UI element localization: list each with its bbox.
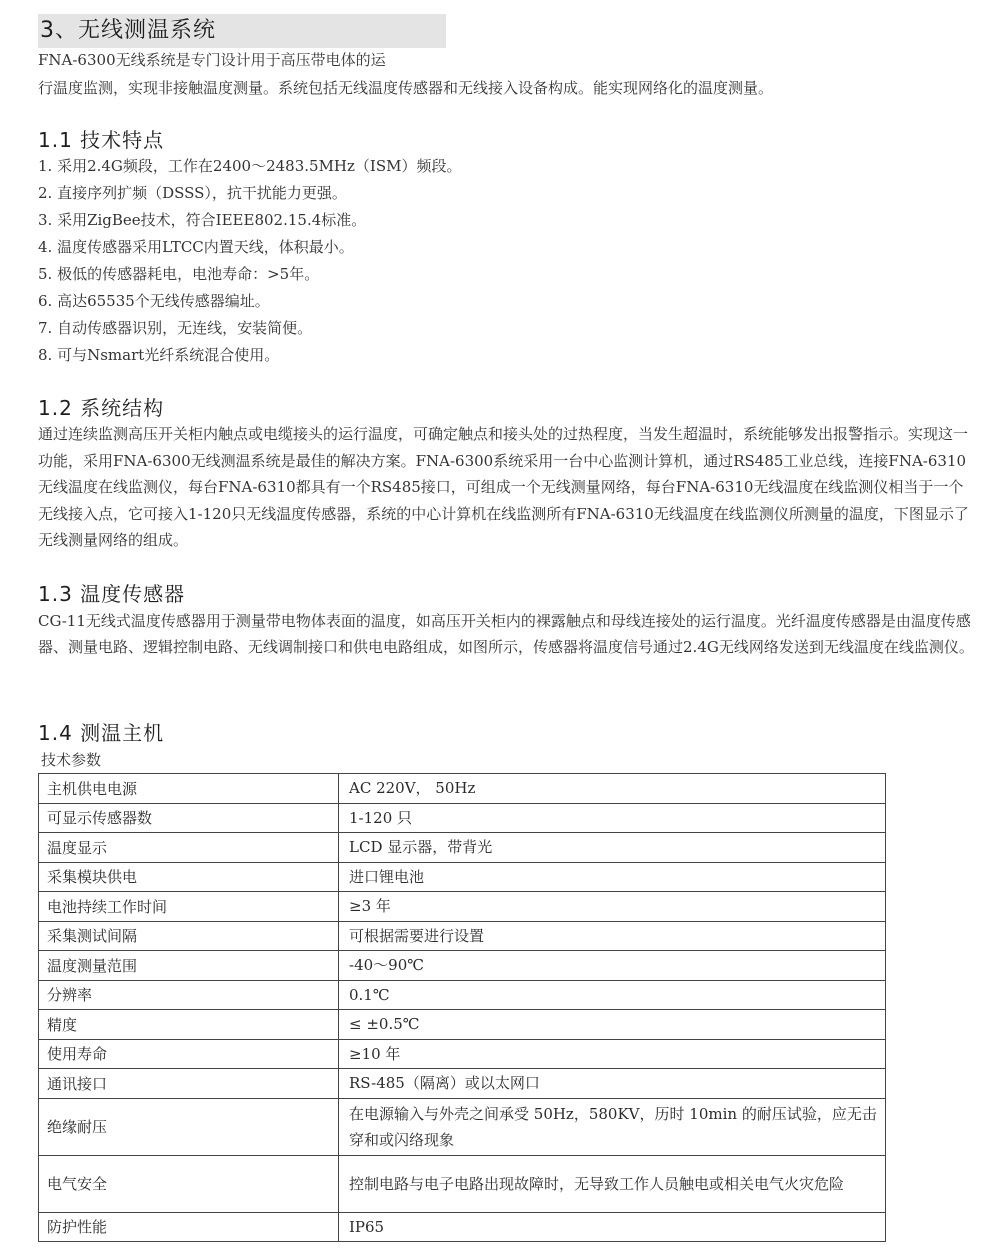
structure-paragraph: 通过连续监测高压开关柜内触点或电缆接头的运行温度，可确定触点和接头处的过热程度，当发生超温时，系统能够发出报警指示。实现这一功能，采用FNA-6300无线测温系统是最佳的解决方案。FNA-6300系统采用一台中心监测计算机，通过RS485工业总线，连接FNA-6310无线温度在线监测仪，每台FNA-6310都具有一个RS485接口，可组成一个无线测量网络，每台FNA-6310无线温度在线监测仪相当于一个无线接入点，它可接入1-120只无线温度传感器，系统的中心计算机在线监测所有FNA-6310无线温度在线监测仪所测量的温度，下图显示了无线测量网络的组成。 xyxy=(38,425,969,549)
param-value: 1-120 只 xyxy=(339,803,886,833)
table-row xyxy=(39,774,886,804)
intro-line-2: 行温度监测，实现非接触温度测量。系统包括无线温度传感器和无线接入设备构成。能实现网络化的温度测量。 xyxy=(38,79,774,97)
param-value: ≥3 年 xyxy=(339,892,886,922)
feature-item: 4. 温度传感器采用LTCC内置天线，体积最小。 xyxy=(38,238,354,256)
table-row xyxy=(39,1155,886,1212)
param-value: 可根据需要进行设置 xyxy=(339,921,886,951)
table-row xyxy=(39,1098,886,1155)
param-value: ≤ ±0.5℃ xyxy=(339,1010,886,1040)
param-name: 采集测试间隔 xyxy=(39,921,339,951)
table-row xyxy=(39,980,886,1010)
param-value: IP65 xyxy=(339,1212,886,1242)
feature-item: 6. 高达65535个无线传感器编址。 xyxy=(38,292,270,310)
feature-item: 8. 可与Nsmart光纤系统混合使用。 xyxy=(38,346,280,364)
param-value: AC 220V， 50Hz xyxy=(339,774,886,804)
features-heading: 1.1 技术特点 xyxy=(38,128,165,152)
feature-item: 2. 直接序列扩频（DSSS），抗干扰能力更强。 xyxy=(38,184,347,202)
param-value: 进口锂电池 xyxy=(339,862,886,892)
param-name: 电池持续工作时间 xyxy=(39,892,339,922)
param-name: 温度显示 xyxy=(39,833,339,863)
table-row xyxy=(39,921,886,951)
table-row xyxy=(39,1069,886,1099)
param-name: 主机供电电源 xyxy=(39,774,339,804)
param-name: 使用寿命 xyxy=(39,1039,339,1069)
table-row xyxy=(39,1212,886,1242)
host-heading: 1.4 测温主机 xyxy=(38,721,165,745)
param-name: 精度 xyxy=(39,1010,339,1040)
table-row xyxy=(39,803,886,833)
features-list xyxy=(38,153,461,369)
parameters-table xyxy=(38,773,886,1242)
section-title: 3、无线测温系统 xyxy=(38,14,446,48)
param-value: ≥10 年 xyxy=(339,1039,886,1069)
feature-item: 5. 极低的传感器耗电，电池寿命：>5年。 xyxy=(38,265,320,283)
param-value: 控制电路与电子电路出现故障时，无导致工作人员触电或相关电气火灾危险 xyxy=(339,1155,886,1212)
param-name: 采集模块供电 xyxy=(39,862,339,892)
feature-item: 7. 自动传感器识别，无连线，安装简便。 xyxy=(38,319,313,337)
param-name: 可显示传感器数 xyxy=(39,803,339,833)
param-name: 绝缘耐压 xyxy=(39,1098,339,1155)
table-row xyxy=(39,892,886,922)
table-row xyxy=(39,833,886,863)
param-value: 在电源输入与外壳之间承受 50Hz，580KV，历时 10min 的耐压试验，应无击穿和或闪络现象 xyxy=(339,1098,886,1155)
sensor-heading: 1.3 温度传感器 xyxy=(38,582,186,606)
table-row xyxy=(39,1010,886,1040)
param-name: 温度测量范围 xyxy=(39,951,339,981)
param-value: LCD 显示器，带背光 xyxy=(339,833,886,863)
table-row xyxy=(39,862,886,892)
feature-item: 1. 采用2.4G频段，工作在2400～2483.5MHz（ISM）频段。 xyxy=(38,157,462,175)
param-value: 0.1℃ xyxy=(339,980,886,1010)
table-caption: 技术参数 xyxy=(41,751,102,769)
param-name: 通讯接口 xyxy=(39,1069,339,1099)
param-name: 防护性能 xyxy=(39,1212,339,1242)
table-row xyxy=(39,951,886,981)
param-name: 电气安全 xyxy=(39,1155,339,1212)
intro-line-1: FNA-6300无线系统是专门设计用于高压带电体的运 xyxy=(38,51,386,69)
param-value: RS-485（隔离）或以太网口 xyxy=(339,1069,886,1099)
feature-item: 3. 采用ZigBee技术，符合IEEE802.15.4标准。 xyxy=(38,211,367,229)
structure-heading: 1.2 系统结构 xyxy=(38,396,165,420)
param-value: -40～90℃ xyxy=(339,951,886,981)
sensor-paragraph: CG-11无线式温度传感器用于测量带电物体表面的温度，如高压开关柜内的裸露触点和母线连接处的运行温度。光纤温度传感器是由温度传感器、测量电路、逻辑控制电路、无线调制接口和供电电路组成，如图所示，传感器将温度信号通过2.4G无线网络发送到无线温度在线监测仪。 xyxy=(38,612,974,656)
table-row xyxy=(39,1039,886,1069)
param-name: 分辨率 xyxy=(39,980,339,1010)
